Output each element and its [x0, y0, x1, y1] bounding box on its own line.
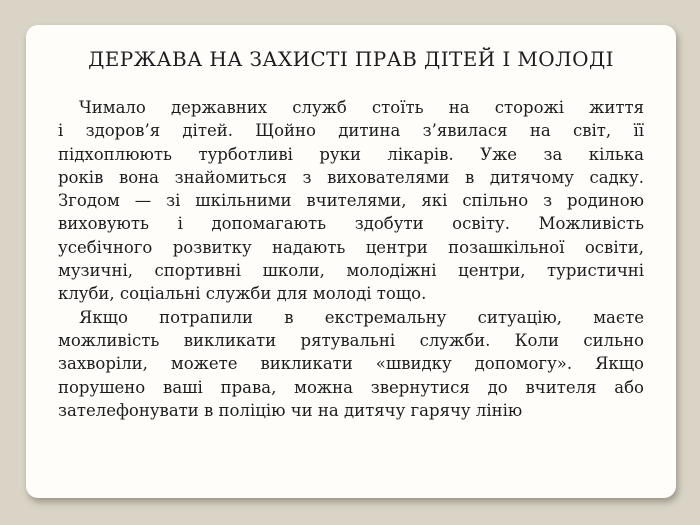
paragraph-line: виховують і допомагають здобути освіту. Можливість	[58, 214, 644, 234]
paragraph-line: порушено ваші права, можна звернутися до вчителя або	[58, 377, 644, 397]
paragraph-line: підхоплюють турботливі руки лікарів. Уже за кілька	[58, 144, 644, 164]
paragraph-line: Якщо потрапили в екстремальну ситуацію, маєте	[79, 307, 644, 327]
paragraph-line: захворіли, можете викликати «швидку допомогу». Якщо	[58, 354, 644, 374]
paragraph-line: клуби, соціальні служби для молоді тощо.	[58, 284, 427, 304]
slide-card	[26, 25, 676, 498]
slide-title: ДЕРЖАВА НА ЗАХИСТІ ПРАВ ДІТЕЙ І МОЛОДІ	[88, 47, 614, 71]
paragraph-line: Чимало державних служб стоїть на сторожі життя	[79, 98, 644, 117]
paragraph-line: можливість викликати рятувальні служби. Коли сильно	[58, 330, 644, 350]
paragraph-line: і здоров’я дітей. Щойно дитина з’явилася на світ, її	[58, 121, 644, 141]
paragraph-line: зателефонувати в поліцію чи на дитячу гарячу лінію	[58, 400, 523, 420]
paragraph-line: усебічного розвитку надають центри позашкільної освіти,	[58, 237, 644, 257]
body-text	[58, 96, 644, 422]
paragraph-line: музичні, спортивні школи, молодіжні центри, туристичні	[58, 261, 644, 281]
paragraph-line: Згодом — зі шкільними вчителями, які спільно з родиною	[58, 191, 644, 211]
paragraph-line: років вона знайомиться з вихователями в дитячому садку.	[58, 167, 644, 187]
